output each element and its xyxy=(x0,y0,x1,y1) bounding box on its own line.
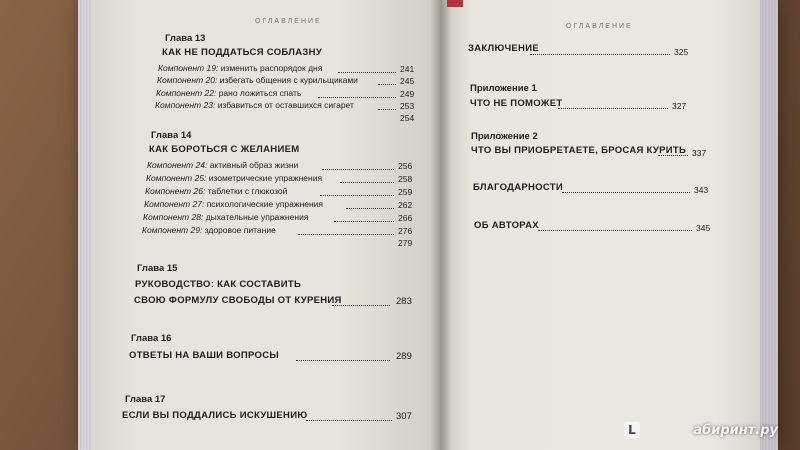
toc-component: Компонент 20: избегать общения с курильщиками xyxy=(157,75,358,85)
toc-entry-title: БЛАГОДАРНОСТИ xyxy=(473,182,564,193)
page-number: 289 xyxy=(396,351,412,362)
page-number: 262 xyxy=(398,200,413,210)
left-page-header: ОГЛАВЛЕНИЕ xyxy=(255,18,322,25)
toc-component: Компонент 28: дыхательные упражнения xyxy=(143,212,309,222)
toc-component: Компонент 27: психологические упражнения xyxy=(144,199,324,209)
dot-leader xyxy=(530,53,670,55)
toc-component: Компонент 26: таблетки с глюкозой xyxy=(145,186,288,196)
page-number: 241 xyxy=(400,64,415,74)
chapter-label: Глава 15 xyxy=(137,263,178,274)
dot-leader xyxy=(338,71,396,73)
dot-leader xyxy=(318,96,396,98)
page-number: 283 xyxy=(396,296,412,307)
page-number: 337 xyxy=(692,148,707,158)
dot-leader xyxy=(296,359,390,361)
bookmark-ribbon xyxy=(447,0,463,7)
chapter-label: Глава 16 xyxy=(131,333,172,344)
chapter-title: ОТВЕТЫ НА ВАШИ ВОПРОСЫ xyxy=(129,350,279,361)
page-number: 256 xyxy=(398,161,413,171)
toc-component: Компонент 22: рано ложиться спать xyxy=(156,88,302,98)
appendix-label: Приложение 1 xyxy=(470,83,537,94)
page-number: 254 xyxy=(400,113,415,123)
chapter-label: Глава 17 xyxy=(125,394,166,405)
chapter-label: Глава 13 xyxy=(165,33,206,44)
page-number: 307 xyxy=(396,411,412,422)
chapter-title-line: СВОЮ ФОРМУЛУ СВОБОДЫ ОТ КУРЕНИЯ xyxy=(134,295,342,306)
dot-leader xyxy=(340,181,394,183)
dot-leader xyxy=(334,220,394,222)
chapter-title: КАК НЕ ПОДДАТЬСЯ СОБЛАЗНУ xyxy=(162,47,323,58)
toc-entry-title: ЧТО НЕ ПОМОЖЕТ xyxy=(470,98,563,109)
right-page-edges xyxy=(760,0,778,450)
page-number: 279 xyxy=(398,238,413,248)
dot-leader xyxy=(322,168,394,170)
page-number: 325 xyxy=(674,47,689,57)
dot-leader xyxy=(658,154,688,156)
page-number: 345 xyxy=(696,223,711,233)
page-number: 259 xyxy=(398,187,413,197)
page-number: 327 xyxy=(672,101,687,111)
watermark-badge: L xyxy=(624,422,640,438)
toc-entry-title: ЗАКЛЮЧЕНИЕ xyxy=(468,43,539,54)
book-gutter xyxy=(430,0,452,450)
chapter-title: ЕСЛИ ВЫ ПОДДАЛИСЬ ИСКУШЕНИЮ xyxy=(122,410,308,421)
page-number: 258 xyxy=(398,174,413,184)
dot-leader xyxy=(298,233,394,235)
dot-leader xyxy=(378,108,396,110)
page-number: 249 xyxy=(400,89,415,99)
dot-leader xyxy=(562,191,690,193)
toc-component: Компонент 23: избавиться от оставшихся сигарет xyxy=(155,100,354,110)
chapter-title-line: РУКОВОДСТВО: КАК СОСТАВИТЬ xyxy=(135,279,302,290)
page-number: 343 xyxy=(694,185,709,195)
dot-leader xyxy=(538,229,692,231)
toc-component: Компонент 25: изометрические упражнения xyxy=(146,173,323,183)
watermark-text: абиринт.ру xyxy=(693,423,778,438)
dot-leader xyxy=(378,83,396,85)
dot-leader xyxy=(306,419,392,421)
page-number: 253 xyxy=(400,101,415,111)
dot-leader xyxy=(346,207,394,209)
chapter-label: Глава 14 xyxy=(151,130,192,141)
toc-component: Компонент 29: здоровое питание xyxy=(142,225,276,235)
page-number: 245 xyxy=(400,76,415,86)
toc-component: Компонент 24: активный образ жизни xyxy=(147,160,299,170)
dot-leader xyxy=(320,194,394,196)
toc-entry-title: ЧТО ВЫ ПРИОБРЕТАЕТЕ, БРОСАЯ КУРИТЬ xyxy=(471,145,687,156)
toc-component: Компонент 19: изменить распорядок дня xyxy=(158,63,323,73)
right-page-header: ОГЛАВЛЕНИЕ xyxy=(566,23,633,30)
dot-leader xyxy=(558,107,668,109)
toc-entry-title: ОБ АВТОРАХ xyxy=(474,220,539,231)
dot-leader xyxy=(332,304,390,306)
page-number: 276 xyxy=(398,226,413,236)
chapter-title: КАК БОРОТЬСЯ С ЖЕЛАНИЕМ xyxy=(149,144,300,155)
page-number: 266 xyxy=(398,213,413,223)
appendix-label: Приложение 2 xyxy=(471,131,538,142)
